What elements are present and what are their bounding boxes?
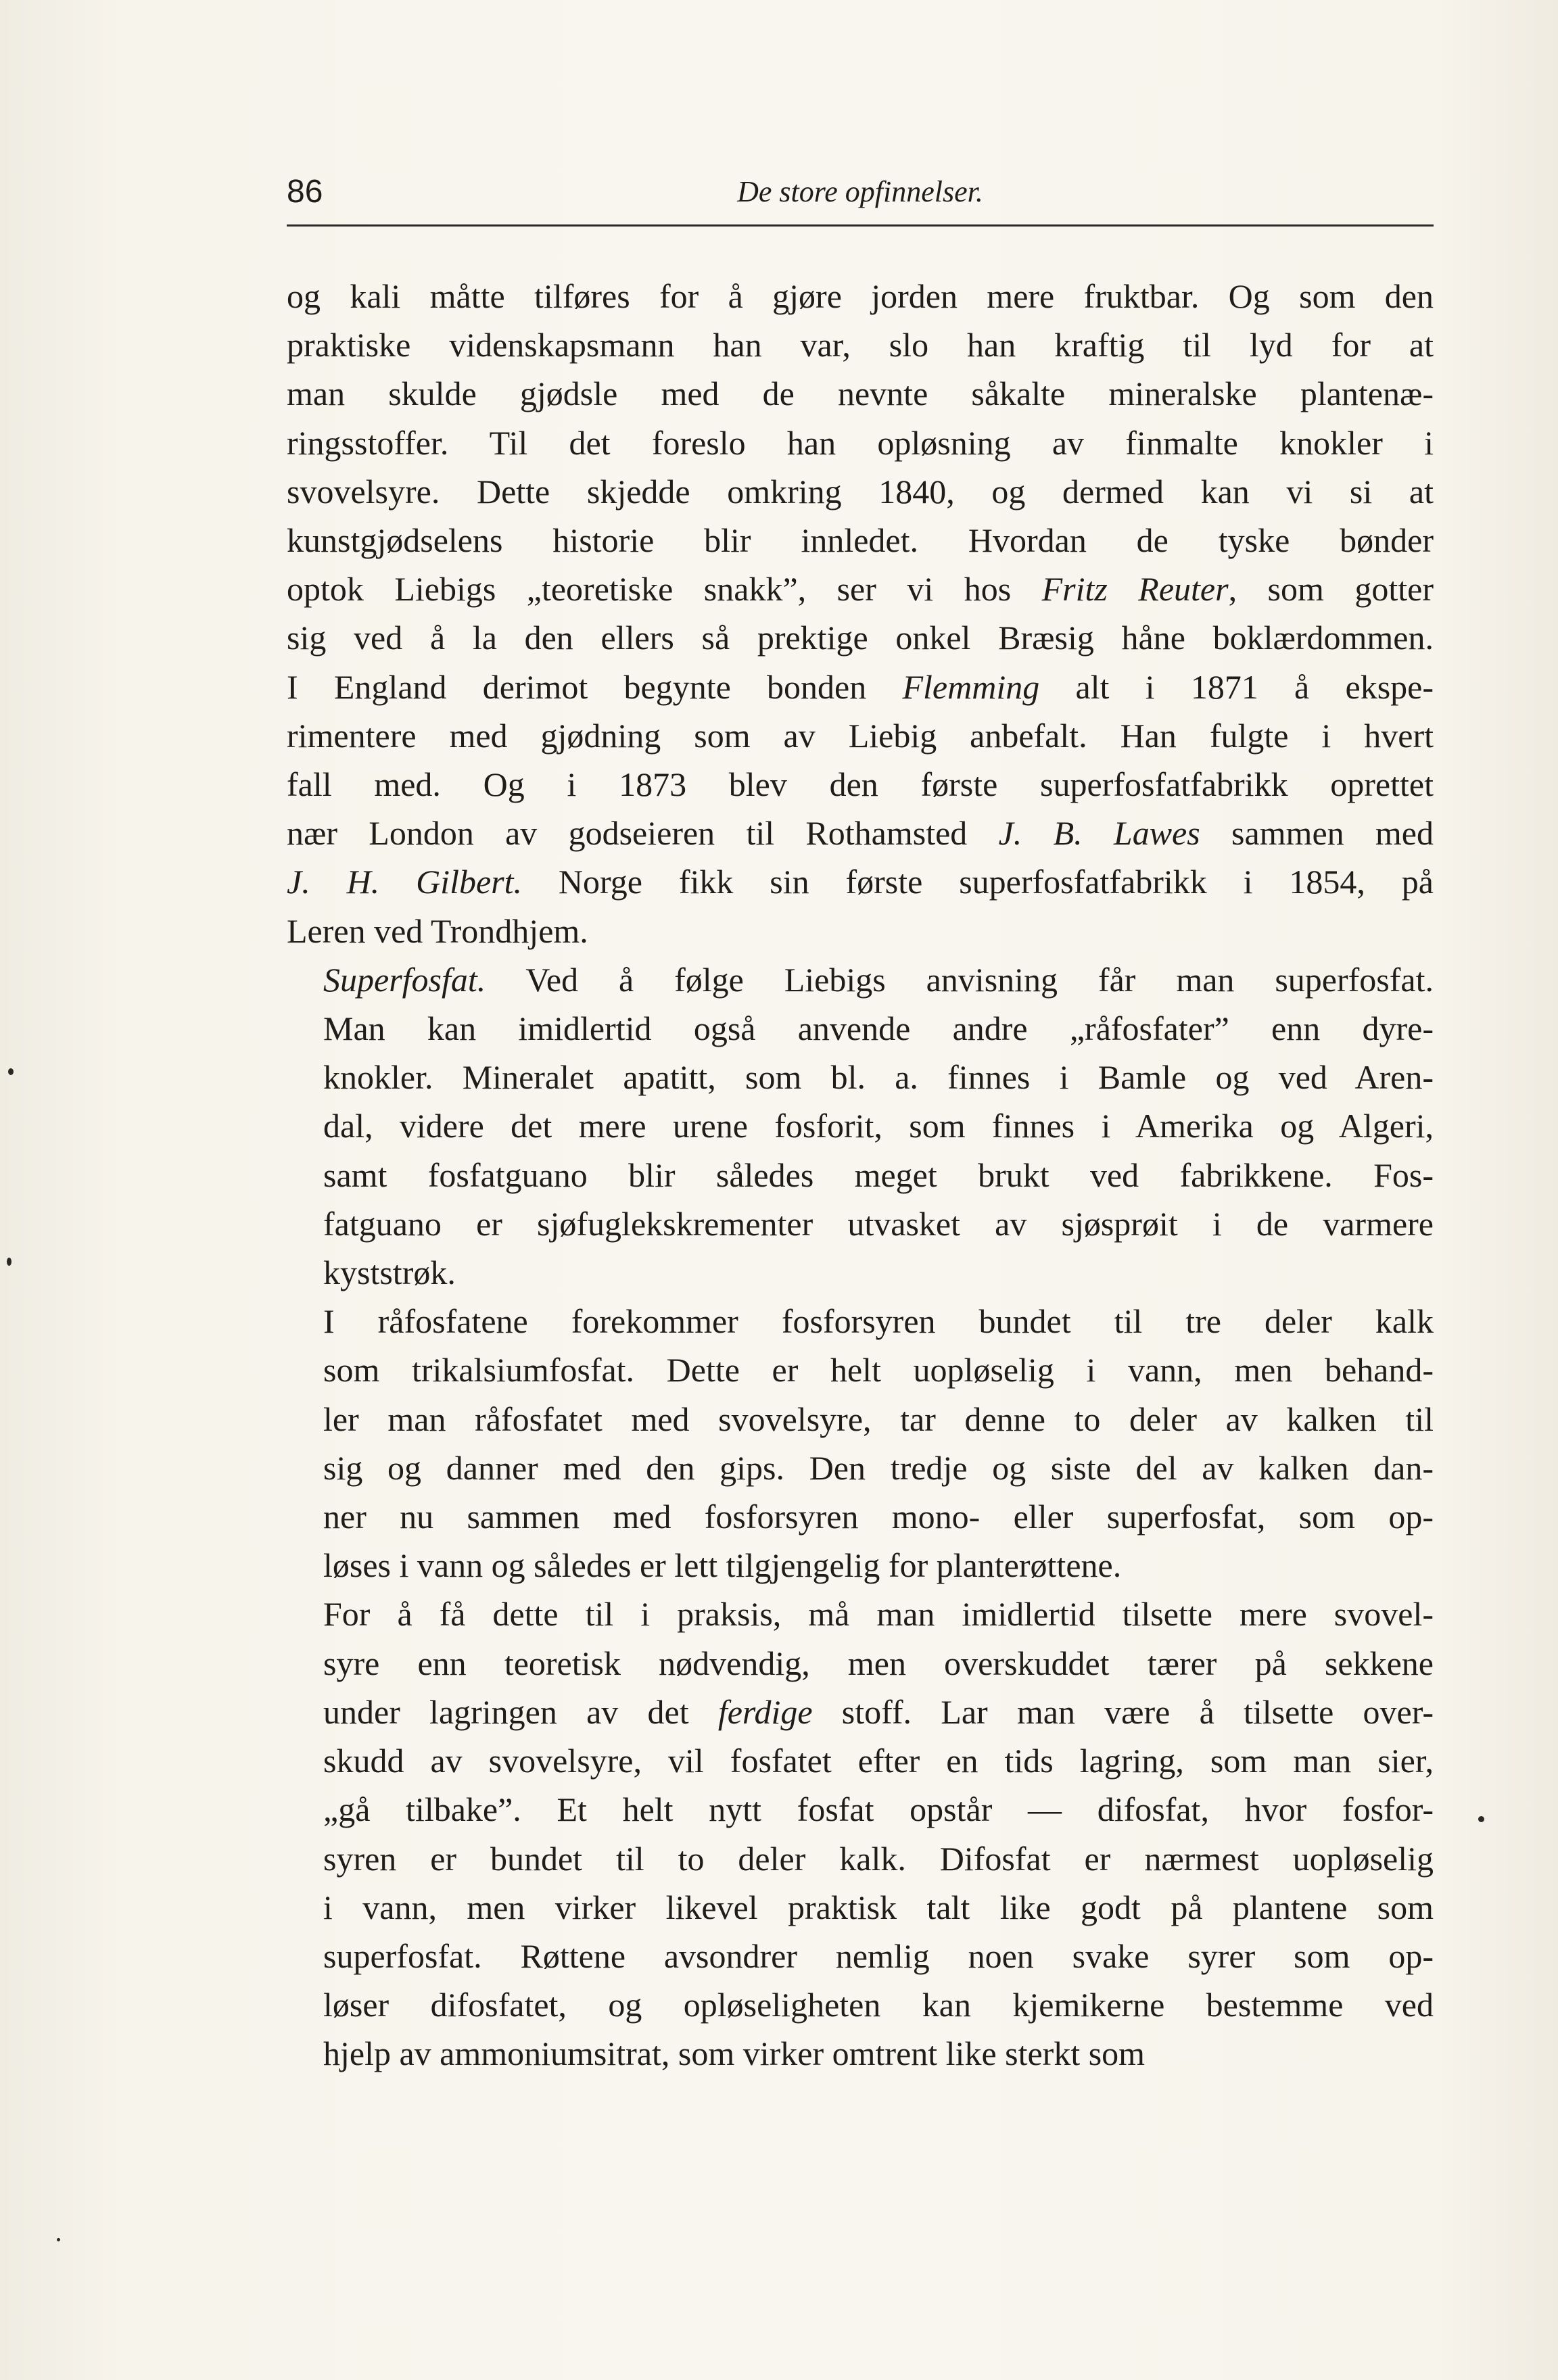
- paragraph-p3: [287, 1297, 1434, 1590]
- text-line: [287, 809, 1434, 857]
- text-segment: og kali måtte tilføres for å gjøre jorden mere fruktbar. Og som den: [287, 277, 1434, 315]
- text-segment: løser difosfatet, og opløseligheten kan kjemikerne bestemme ved: [323, 1986, 1434, 2024]
- text-line: [287, 565, 1434, 613]
- text-segment: nær London av godseieren til Rothamsted: [287, 814, 999, 853]
- text-segment: knokler. Mineralet apatitt, som bl. a. finnes i Bamle og ved Aren-: [323, 1058, 1434, 1097]
- text-line: [287, 1151, 1434, 1199]
- text-segment: under lagringen av det: [323, 1692, 718, 1731]
- text-segment: samt fosfatguano blir således meget brukt ved fabrikkene. Fos-: [323, 1156, 1434, 1194]
- italic-segment: J. H. Gilbert.: [287, 863, 523, 901]
- text-line: [287, 1834, 1434, 1883]
- text-line: [287, 1785, 1434, 1834]
- text-line: [287, 467, 1434, 516]
- text-line: [287, 955, 1434, 1004]
- italic-segment: ferdige: [717, 1692, 813, 1731]
- text-segment: sammen med: [1200, 814, 1434, 853]
- paragraph-p1: [287, 272, 1434, 955]
- text-segment: som trikalsiumfosfat. Dette er helt uopløselig i vann, men behand-: [323, 1351, 1434, 1389]
- text-line: [287, 1688, 1434, 1736]
- text-segment: optok Liebigs „teoretiske snakk”, ser vi hos: [287, 570, 1042, 609]
- text-line: [287, 1395, 1434, 1444]
- page-header: [287, 170, 1434, 224]
- text-line: [287, 1248, 1434, 1297]
- text-segment: , som gotter: [1228, 570, 1434, 609]
- text-segment: sig ved å la den ellers så prektige onkel Bræsig håne boklærdommen.: [287, 619, 1434, 657]
- text-line: [287, 320, 1434, 369]
- body-text: [287, 272, 1434, 2078]
- text-segment: sig og danner med den gips. Den tredje og siste del av kalken dan-: [323, 1448, 1434, 1487]
- text-segment: praktiske videnskapsmann han var, slo han kraftig til lyd for at: [287, 326, 1434, 364]
- text-segment: kunstgjødselens historie blir innledet. Hvordan de tyske bønder: [287, 521, 1434, 560]
- text-line: [287, 1492, 1434, 1541]
- header-rule: [287, 224, 1434, 227]
- scan-speck: [7, 1258, 11, 1266]
- text-segment: i vann, men virker likevel praktisk talt like godt på plantene som: [323, 1888, 1434, 1926]
- text-segment: fall med. Og i 1873 blev den første superfosfatfabrikk oprettet: [287, 765, 1434, 804]
- text-line: [287, 1590, 1434, 1638]
- italic-segment: Fritz Reuter: [1041, 570, 1229, 609]
- paragraph-p2: [287, 955, 1434, 1297]
- text-line: [287, 1101, 1434, 1150]
- text-line: [287, 1297, 1434, 1346]
- text-line: [287, 1004, 1434, 1053]
- text-segment: Norge fikk sin første superfosfatfabrikk i 1854, på: [522, 863, 1434, 901]
- text-segment: kyststrøk.: [323, 1254, 456, 1292]
- paragraph-p4: [287, 1590, 1434, 2078]
- text-segment: syre enn teoretisk nødvendig, men overskuddet tærer på sekkene: [323, 1644, 1434, 1682]
- italic-segment: Superfosfat.: [323, 960, 486, 999]
- text-line: [287, 857, 1434, 906]
- italic-segment: Flemming: [902, 667, 1040, 706]
- text-segment: alt i 1871 å ekspe-: [1039, 667, 1434, 706]
- text-segment: Leren ved Trondhjem.: [287, 911, 588, 950]
- text-line: [287, 2029, 1434, 2078]
- text-line: [287, 1541, 1434, 1590]
- text-line: [287, 1980, 1434, 2029]
- text-line: [287, 1932, 1434, 1980]
- text-segment: ringsstoffer. Til det foreslo han opløsning av finmalte knokler i: [287, 423, 1434, 462]
- text-segment: superfosfat. Røttene avsondrer nemlig noen svake syrer som op-: [323, 1936, 1434, 1975]
- text-segment: syren er bundet til to deler kalk. Difosfat er nærmest uopløselig: [323, 1839, 1434, 1878]
- text-segment: dal, videre det mere urene fosforit, som finnes i Amerika og Algeri,: [323, 1107, 1434, 1145]
- text-segment: stoff. Lar man være å tilsette over-: [812, 1692, 1434, 1731]
- text-line: [287, 613, 1434, 662]
- text-line: [287, 1053, 1434, 1101]
- text-segment: ner nu sammen med fosforsyren mono- eller superfosfat, som op-: [323, 1498, 1434, 1536]
- text-segment: For å få dette til i praksis, må man imidlertid tilsette mere svovel-: [323, 1595, 1434, 1634]
- text-segment: hjelp av ammoniumsitrat, som virker omtrent like sterkt som: [323, 2034, 1146, 2073]
- text-segment: fatguano er sjøfuglekskrementer utvasket av sjøsprøit i de varmere: [323, 1204, 1434, 1243]
- text-segment: skudd av svovelsyre, vil fosfatet efter en tids lagring, som man sier,: [323, 1742, 1434, 1780]
- text-line: [287, 663, 1434, 711]
- text-line: [287, 1736, 1434, 1785]
- text-line: [287, 1199, 1434, 1248]
- text-line: [287, 907, 1434, 955]
- text-line: [287, 419, 1434, 467]
- scan-speck: [1478, 1816, 1484, 1822]
- text-segment: man skulde gjødsle med de nevnte såkalte mineralske plantenæ-: [287, 375, 1434, 413]
- text-line: [287, 1444, 1434, 1492]
- text-line: [287, 711, 1434, 760]
- text-segment: ler man råfosfatet med svovelsyre, tar denne to deler av kalken til: [323, 1400, 1434, 1438]
- text-segment: Ved å følge Liebigs anvisning får man superfosfat.: [486, 960, 1434, 999]
- page-number: 86: [287, 174, 323, 210]
- text-line: [287, 760, 1434, 809]
- italic-segment: J. B. Lawes: [998, 814, 1200, 853]
- text-line: [287, 1883, 1434, 1932]
- text-segment: Man kan imidlertid også anvende andre „råfosfater” enn dyre-: [323, 1009, 1434, 1048]
- text-line: [287, 1639, 1434, 1688]
- text-segment: „gå tilbake”. Et helt nytt fosfat opstår — difosfat, hvor fosfor-: [323, 1790, 1434, 1829]
- text-line: [287, 516, 1434, 565]
- text-segment: I England derimot begynte bonden: [287, 667, 903, 706]
- text-segment: rimentere med gjødning som av Liebig anbefalt. Han fulgte i hvert: [287, 716, 1434, 755]
- text-line: [287, 272, 1434, 320]
- scan-speck: [8, 1068, 14, 1075]
- text-segment: I råfosfatene forekommer fosforsyren bundet til tre deler kalk: [323, 1302, 1434, 1341]
- running-title: De store opfinnelser.: [737, 175, 983, 208]
- text-segment: svovelsyre. Dette skjedde omkring 1840, og dermed kan vi si at: [287, 472, 1434, 510]
- scan-speck: [57, 2238, 60, 2241]
- text-segment: løses i vann og således er lett tilgjengelig for planterøttene.: [323, 1546, 1122, 1585]
- text-line: [287, 369, 1434, 418]
- text-line: [287, 1346, 1434, 1394]
